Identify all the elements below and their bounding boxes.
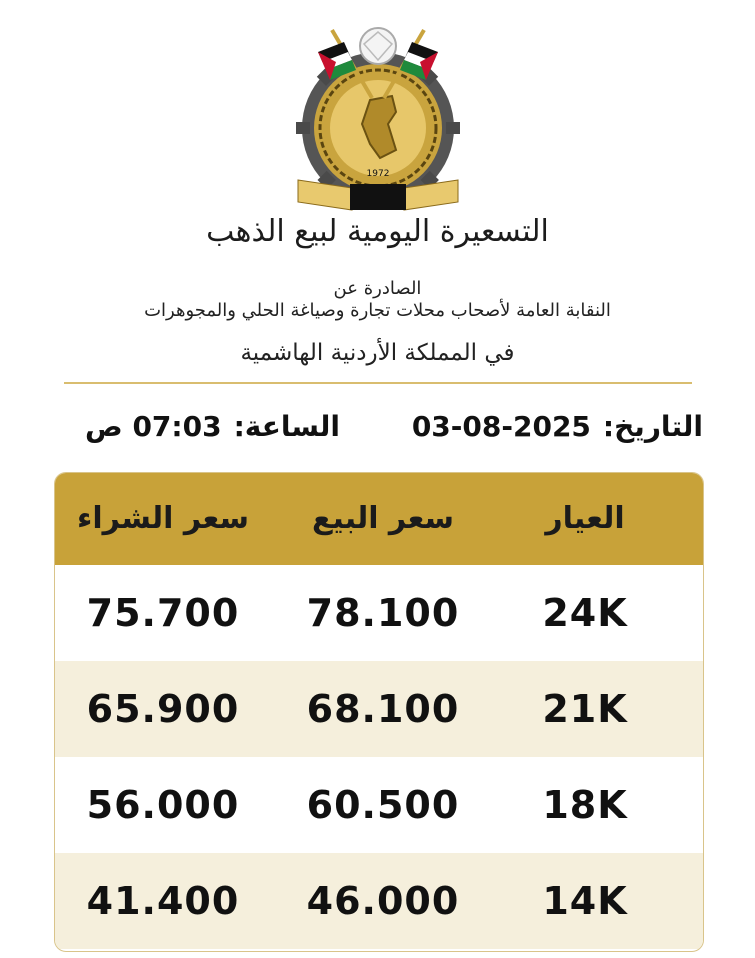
gold-union-emblem-icon xyxy=(292,20,464,216)
table-header xyxy=(55,473,703,565)
gold-price-table xyxy=(54,472,704,952)
sell-price-cell: 78.100 xyxy=(306,591,460,635)
buy-price-cell: 56.000 xyxy=(86,783,240,827)
kingdom-text: في المملكة الأردنية الهاشمية xyxy=(240,340,515,366)
table-row xyxy=(55,661,703,757)
table-row xyxy=(55,565,703,661)
karat-cell: 24K xyxy=(542,591,628,635)
time-block xyxy=(85,410,340,450)
header-karat: العيار xyxy=(545,501,625,536)
karat-cell: 18K xyxy=(542,783,628,827)
table-row xyxy=(55,853,703,949)
issued-by-text: الصادرة عن xyxy=(333,278,422,299)
karat-cell: 14K xyxy=(542,879,628,923)
page-title: التسعيرة اليومية لبيع الذهب xyxy=(206,214,549,249)
buy-price-cell: 75.700 xyxy=(86,591,240,635)
time-value: 07:03 ص xyxy=(85,410,222,443)
logo-est-year: 1972 xyxy=(366,169,390,179)
sell-price-cell: 46.000 xyxy=(306,879,460,923)
date-label: التاريخ: xyxy=(602,410,703,443)
time-label: الساعة: xyxy=(233,410,340,443)
header-sell-price: سعر البيع xyxy=(311,501,455,536)
date-block xyxy=(412,410,703,450)
date-value: 03-08-2025 xyxy=(411,410,591,443)
union-name: النقابة العامة لأصحاب محلات تجارة وصياغة الحلي والمجوهرات xyxy=(144,300,611,321)
karat-cell: 21K xyxy=(542,687,628,731)
sell-price-cell: 68.100 xyxy=(306,687,460,731)
header-buy-price: سعر الشراء xyxy=(77,501,249,536)
buy-price-cell: 41.400 xyxy=(86,879,240,923)
buy-price-cell: 65.900 xyxy=(86,687,240,731)
table-row xyxy=(55,757,703,853)
sell-price-cell: 60.500 xyxy=(306,783,460,827)
header-divider xyxy=(64,382,692,384)
